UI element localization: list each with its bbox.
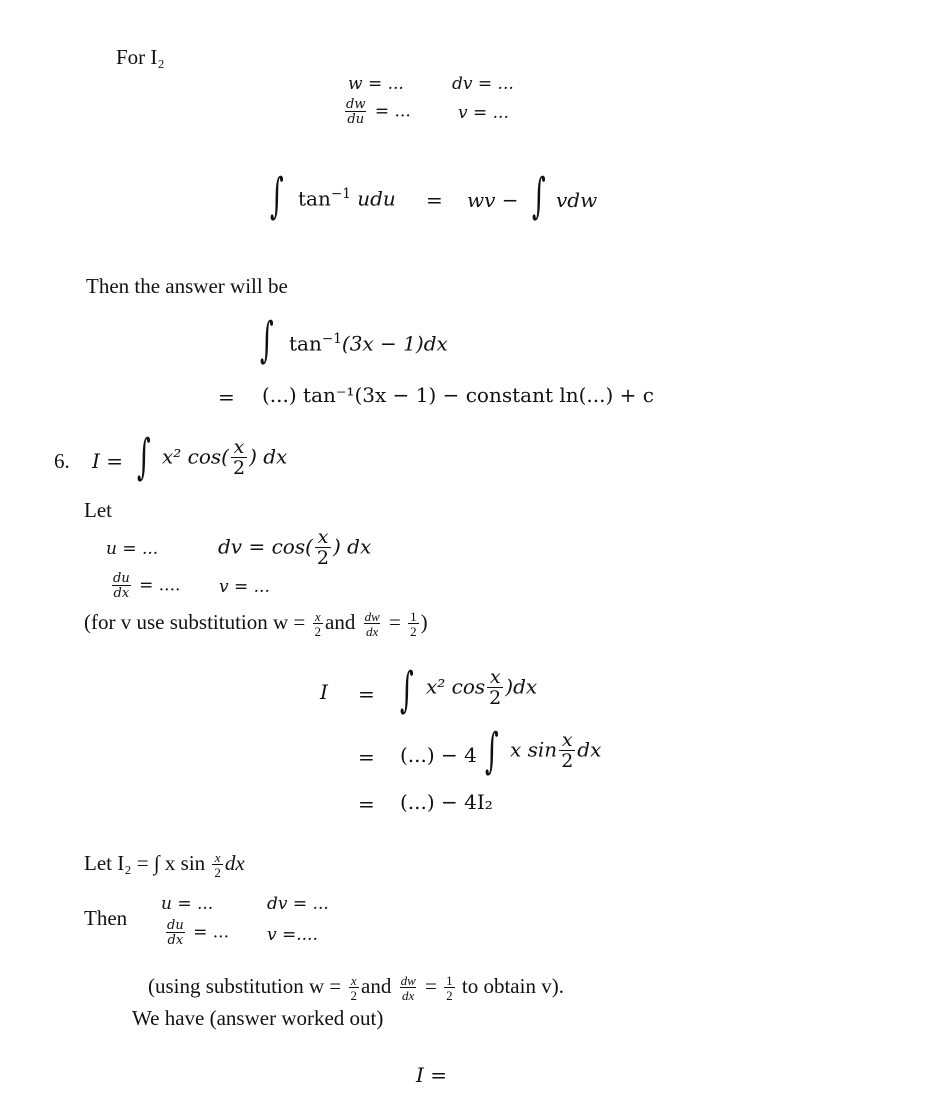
x-over-2-fraction: $\frac{x}{2}$ <box>489 666 502 709</box>
i2-formula-rhs-end: vdw <box>556 188 598 212</box>
equals-sign: = <box>426 188 443 212</box>
x-over-2-fraction: $\frac{x}{2}$ <box>316 526 329 569</box>
problem6-lhs: I = <box>92 449 124 473</box>
integral-sign: ∫ <box>532 168 546 224</box>
problem6-integrand: x² cos( $\frac{x}{2}$ ) dx <box>162 436 288 479</box>
then-answer-text: Then the answer will be <box>86 274 288 298</box>
derivation-row2: x sin $\frac{x}{2}$ dx <box>510 729 602 772</box>
v-definition: v = ... <box>458 103 509 123</box>
i2-formula-rhs-start: wv − <box>467 188 519 212</box>
we-have-text: We have (answer worked out) <box>132 1006 384 1030</box>
answer-integrand: $\tan^{-1}(3x - 1)dx$ <box>289 331 448 356</box>
equals-sign: = <box>218 385 235 409</box>
dwdx-fraction: $\frac{dw}{dx}$ <box>400 973 416 1003</box>
dv-definition: dv = ... <box>452 74 514 94</box>
dudx-definition: $\frac{du}{dx}$ = .... <box>113 571 181 601</box>
derivation-lhs: I <box>320 680 328 704</box>
derivation-row1: x² cos $\frac{x}{2}$ )dx <box>426 666 538 709</box>
let-i2-definition: Let I₂ = ∫ x sin $\frac{x}{2}$ dx <box>84 850 245 880</box>
problem-number: 6. <box>54 449 70 473</box>
dwdu-fraction: $\frac{dw}{du}$ <box>346 97 366 127</box>
i2-formula-lhs: $\tan^{-1}$ udu <box>298 186 396 211</box>
integral-sign: ∫ <box>137 429 151 485</box>
equals-sign: = <box>358 792 375 816</box>
dudx-definition: $\frac{du}{dx}$ = ... <box>167 918 229 948</box>
u-definition: u = ... <box>106 539 159 559</box>
integral-sign: ∫ <box>270 168 284 224</box>
then-label: Then <box>84 906 128 930</box>
equals-sign: = <box>358 682 375 706</box>
answer-line: (...) tan⁻¹(3x − 1) − constant ln(...) + c <box>262 383 654 407</box>
dwdx-fraction: $\frac{dw}{dx}$ <box>364 609 380 639</box>
integral-sign: ∫ <box>485 723 499 779</box>
x-over-2-fraction: $\frac{x}{2}$ <box>561 729 574 772</box>
derivation-row2-start: (...) − 4 <box>400 743 477 767</box>
v-definition: v =.... <box>267 925 318 945</box>
x-over-2-fraction: $\frac{x}{2}$ <box>232 436 246 479</box>
integral-sign: ∫ <box>260 312 274 368</box>
dwdu-definition: $\frac{dw}{du}$ = ... <box>346 97 411 127</box>
let-label: Let <box>84 498 112 522</box>
u-definition: u = ... <box>161 894 214 914</box>
using-substitution-note: (using substitution w = $\frac{x}{2}$ and $\frac{dw}{dx}$ = $\frac{1}{2}$ to obtain v). <box>148 973 564 1003</box>
equals-sign: = <box>358 745 375 769</box>
dudx-fraction: $\frac{du}{dx}$ <box>113 571 130 601</box>
dv-definition: dv = cos( $\frac{x}{2}$ ) dx <box>218 526 372 569</box>
substitution-note: (for v use substitution w = $\frac{x}{2}$ and $\frac{dw}{dx}$ = $\frac{1}{2}$ ) <box>84 609 428 639</box>
one-half-fraction: $\frac{1}{2}$ <box>446 973 453 1003</box>
integral-sign: ∫ <box>400 662 414 718</box>
section-heading-i2: For I₂ <box>116 45 165 69</box>
one-half-fraction: $\frac{1}{2}$ <box>410 609 417 639</box>
x-over-2-fraction: $\frac{x}{2}$ <box>350 973 358 1003</box>
w-definition: w = ... <box>348 74 404 94</box>
dv-definition: dv = ... <box>267 894 329 914</box>
x-over-2-fraction: $\frac{x}{2}$ <box>314 609 321 639</box>
x-over-2-fraction: $\frac{x}{2}$ <box>214 850 221 880</box>
derivation-row3: (...) − 4I₂ <box>400 790 493 814</box>
final-lhs: I = <box>416 1063 448 1087</box>
v-definition: v = ... <box>219 577 270 597</box>
dudx-fraction: $\frac{du}{dx}$ <box>167 918 184 948</box>
